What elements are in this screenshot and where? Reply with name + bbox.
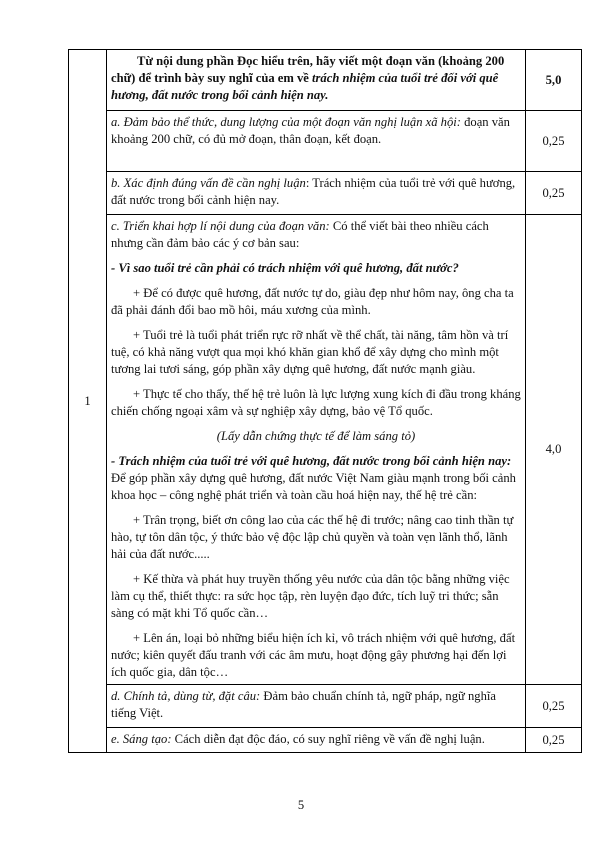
criterion-e-row: [69, 728, 582, 753]
question-number: 1: [69, 50, 107, 753]
criterion-c-section-2: [111, 453, 521, 504]
criterion-c-row: [69, 215, 582, 685]
prompt-topic: trách nhiệm của tuổi trẻ đối với quê hương, đất nước trong bối cảnh hiện nay.: [111, 71, 499, 102]
criterion-d: [107, 685, 526, 728]
criterion-c-heading-2: - Trách nhiệm của tuổi trẻ với quê hương, đất nước trong bối cảnh hiện nay:: [111, 454, 512, 468]
criterion-c-point-3: + Thực tế cho thấy, thế hệ trẻ luôn là lực lượng xung kích đi đầu trong kháng chiến chống ngoại xâm và sự nghiệp xây dựng, bảo vệ Tổ quốc.: [111, 387, 521, 418]
criterion-c-score: 4,0: [526, 215, 582, 685]
criterion-b-row: [69, 172, 582, 215]
criterion-c-point-2: + Tuổi trẻ là tuổi phát triển rực rỡ nhất về thể chất, tài năng, tâm hồn và trí tuệ, có khả năng vượt qua mọi khó khăn gian khổ để xây dựng cho mình một tương lai tươi sáng, góp phần xây dựng quê hương, đất nước mạnh giàu.: [111, 328, 509, 376]
criterion-d-text: Đảm bảo chuẩn chính tả, ngữ pháp, ngữ nghĩa tiếng Việt.: [111, 689, 496, 720]
criterion-c: [107, 215, 526, 685]
criterion-a-label: a. Đảm bảo thể thức, dung lượng của một đoạn văn nghị luận xã hội:: [111, 115, 461, 129]
criterion-a-score: 0,25: [526, 111, 582, 172]
criterion-c-note: (Lấy dẫn chứng thực tế để làm sáng tỏ): [216, 429, 416, 443]
criterion-d-row: [69, 685, 582, 728]
criterion-a-row: [69, 111, 582, 172]
criterion-e-text: Cách diễn đạt độc đáo, có suy nghĩ riêng về vấn đề nghị luận.: [171, 732, 485, 746]
prompt-text: Từ nội dung phần Đọc hiểu trên, hãy viết một đoạn văn (khoảng 200 chữ) để trình bày suy nghĩ của em về: [111, 54, 505, 85]
criterion-c-heading-1: - Vì sao tuổi trẻ cần phải có trách nhiệm với quê hương, đất nước?: [111, 261, 459, 275]
criterion-c-point-5: + Kế thừa và phát huy truyền thống yêu nước của dân tộc bằng những việc làm cụ thể, thiết thực: ra sức học tập, rèn luyện đạo đức, tích luỹ tri thức; sẵn sàng có mặt khi Tổ quốc cần…: [111, 572, 510, 620]
criterion-c-point-4: + Trân trọng, biết ơn công lao của các thế hệ đi trước; nâng cao tinh thần tự hào, tự tôn dân tộc, ý thức bảo vệ độc lập chủ quyền và toàn vẹn lãnh thổ, lãnh hải của đất nước.....: [111, 513, 514, 561]
criterion-a: [107, 111, 526, 172]
criterion-c-label: c. Triển khai hợp lí nội dung của đoạn văn:: [111, 219, 330, 233]
criterion-c-intro: Có thể viết bài theo nhiều cách nhưng cần đảm bảo các ý cơ bản sau:: [111, 219, 489, 250]
rubric-table: [68, 49, 582, 753]
criterion-b-label: b. Xác định đúng vấn đề cần nghị luận: [111, 176, 306, 190]
criterion-e: [107, 728, 526, 753]
criterion-c-point-1: + Để có được quê hương, đất nước tự do, giàu đẹp như hôm nay, ông cha ta đã phải đánh đổi bao mồ hôi, máu xương của mình.: [111, 286, 514, 317]
criterion-c-point-6: + Lên án, loại bỏ những biểu hiện ích kỉ, vô trách nhiệm với quê hương, đất nước; kiên quyết đấu tranh với các âm mưu, hoạt động gây phương hại đến lợi ích quốc gia, dân tộc…: [111, 631, 516, 679]
question-prompt: [107, 50, 526, 111]
criterion-a-text: đoạn văn khoảng 200 chữ, có đủ mở đoạn, thân đoạn, kết đoạn.: [111, 115, 510, 146]
header-row: [69, 50, 582, 111]
criterion-c-heading-2-text: Để góp phần xây dựng quê hương, đất nước Việt Nam giàu mạnh trong bối cảnh khoa học – công nghệ phát triển và toàn cầu hoá hiện nay, thế hệ trẻ cần:: [111, 471, 516, 502]
criterion-e-score: 0,25: [526, 728, 582, 753]
page-number: 5: [297, 798, 305, 812]
criterion-e-label: e. Sáng tạo:: [111, 732, 172, 746]
total-score: 5,0: [526, 50, 582, 111]
criterion-b-score: 0,25: [526, 172, 582, 215]
criterion-b-text: : Trách nhiệm của tuổi trẻ với quê hương, đất nước trong bối cảnh hiện nay.: [111, 176, 516, 207]
criterion-d-label: d. Chính tả, dùng từ, đặt câu:: [111, 689, 261, 703]
criterion-b: [107, 172, 526, 215]
criterion-d-score: 0,25: [526, 685, 582, 728]
